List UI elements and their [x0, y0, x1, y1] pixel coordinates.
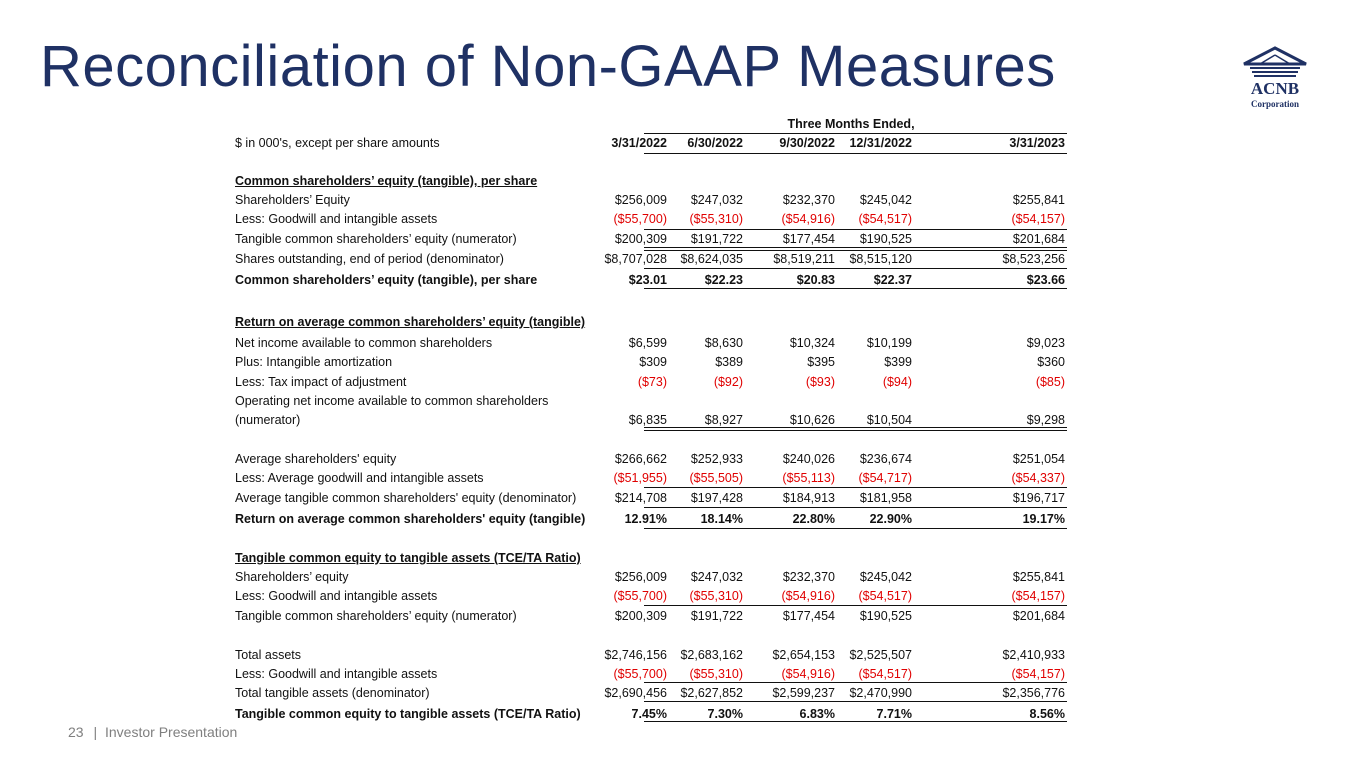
value-cell: 12.91%	[624, 512, 667, 526]
value-cell: ($55,310)	[689, 212, 743, 226]
value-cell: ($55,310)	[689, 589, 743, 603]
value-cell: $2,683,162	[680, 648, 743, 662]
table-row	[235, 607, 1067, 625]
value-cell: $197,428	[690, 491, 743, 505]
value-cell: $201,684	[1012, 232, 1065, 246]
value-cell: ($92)	[713, 375, 743, 389]
value-cell: $10,199	[866, 336, 912, 350]
value-cell: $181,958	[859, 491, 912, 505]
group-header: Three Months Ended,	[787, 117, 915, 131]
value-cell: ($55,700)	[613, 589, 667, 603]
value-cell: $8,927	[704, 413, 743, 427]
value-cell: $191,722	[690, 232, 743, 246]
value-cell: $247,032	[690, 193, 743, 207]
column-header: 3/31/2023	[1009, 136, 1065, 150]
value-cell: $256,009	[614, 570, 667, 584]
value-cell: $399	[884, 355, 912, 369]
table-row	[235, 469, 1067, 487]
table-row	[235, 568, 1067, 586]
value-cell: $2,746,156	[604, 648, 667, 662]
value-cell: $196,717	[1012, 491, 1065, 505]
logo-name: ACNB	[1250, 79, 1300, 98]
value-cell: 7.71%	[876, 707, 912, 721]
value-cell: $2,627,852	[680, 686, 743, 700]
row-label: Plus: Intangible amortization	[235, 355, 393, 369]
row-label: Less: Goodwill and intangible assets	[235, 212, 438, 226]
value-cell: ($93)	[805, 375, 835, 389]
footer-separator: |	[93, 724, 98, 740]
table-group-header-row	[235, 115, 1067, 133]
table-row	[235, 510, 1067, 528]
row-label: Average tangible common shareholders' equity (denominator)	[235, 491, 577, 505]
value-cell: $2,654,153	[772, 648, 835, 662]
value-cell: ($55,310)	[689, 667, 743, 681]
value-cell: 22.80%	[792, 512, 835, 526]
table-row	[235, 392, 1067, 410]
row-label: Less: Goodwill and intangible assets	[235, 589, 438, 603]
value-cell: 8.56%	[1029, 707, 1065, 721]
column-header-rule	[644, 153, 1067, 154]
subtotal-rule	[644, 229, 1067, 230]
value-cell: ($54,916)	[781, 212, 835, 226]
row-label: Shareholders’ Equity	[235, 193, 350, 207]
row-label: Operating net income available to common shareholders	[235, 394, 549, 408]
value-cell: ($51,955)	[613, 471, 667, 485]
value-cell: $184,913	[782, 491, 835, 505]
table-row	[235, 489, 1067, 507]
value-cell: $2,599,237	[772, 686, 835, 700]
value-cell: ($54,717)	[858, 471, 912, 485]
value-cell: $256,009	[614, 193, 667, 207]
value-cell: ($54,517)	[858, 212, 912, 226]
value-cell: ($54,157)	[1011, 667, 1065, 681]
value-cell: ($85)	[1035, 375, 1065, 389]
row-label: Common shareholders’ equity (tangible), per share	[235, 273, 538, 287]
subtotal-rule	[644, 507, 1067, 508]
column-header: 3/31/2022	[611, 136, 667, 150]
value-cell: $8,630	[704, 336, 743, 350]
value-cell: $2,356,776	[1002, 686, 1065, 700]
table-row	[235, 587, 1067, 605]
row-label: Total tangible assets (denominator)	[235, 686, 430, 700]
value-cell: $389	[715, 355, 743, 369]
value-cell: $177,454	[782, 609, 835, 623]
page-title: Reconciliation of Non-GAAP Measures	[40, 34, 1056, 99]
value-cell: 18.14%	[700, 512, 743, 526]
value-cell: $10,626	[789, 413, 835, 427]
row-label: Shares outstanding, end of period (denominator)	[235, 252, 504, 266]
row-label: Tangible common shareholders’ equity (numerator)	[235, 232, 517, 246]
value-cell: $236,674	[859, 452, 912, 466]
table-row	[235, 353, 1067, 371]
row-label: Total assets	[235, 648, 302, 662]
table-row	[235, 684, 1067, 702]
row-label: Tangible common shareholders’ equity (numerator)	[235, 609, 517, 623]
value-cell: $200,309	[614, 609, 667, 623]
row-label: Tangible common equity to tangible assets (TCE/TA Ratio)	[235, 551, 581, 565]
table-row	[235, 191, 1067, 209]
value-cell: ($55,113)	[782, 471, 835, 485]
bank-building-icon	[1240, 46, 1310, 80]
subtotal-rule	[644, 288, 1067, 289]
value-cell: $245,042	[859, 570, 912, 584]
value-cell: $200,309	[614, 232, 667, 246]
footer-text: Investor Presentation	[105, 724, 238, 740]
value-cell: $201,684	[1012, 609, 1065, 623]
subtotal-rule	[644, 268, 1067, 269]
subtotal-rule	[644, 701, 1067, 702]
value-cell: 22.90%	[869, 512, 912, 526]
table-row	[235, 271, 1067, 289]
value-cell: $2,470,990	[849, 686, 912, 700]
value-cell: ($94)	[882, 375, 912, 389]
value-cell: $2,690,456	[604, 686, 667, 700]
row-label: Return on average common shareholders' equity (tangible)	[235, 512, 586, 526]
value-cell: $214,708	[614, 491, 667, 505]
row-label: (numerator)	[235, 413, 301, 427]
value-cell: ($55,700)	[613, 212, 667, 226]
table-row	[235, 646, 1067, 664]
section-heading-row	[235, 549, 1067, 567]
value-cell: $6,835	[628, 413, 667, 427]
acnb-logo	[1240, 46, 1310, 120]
value-cell: $255,841	[1012, 570, 1065, 584]
value-cell: $232,370	[782, 570, 835, 584]
table-row	[235, 210, 1067, 228]
value-cell: $8,519,211	[773, 252, 835, 266]
value-cell: ($54,517)	[858, 667, 912, 681]
row-label: Less: Goodwill and intangible assets	[235, 667, 438, 681]
table-row	[235, 450, 1067, 468]
total-double-rule	[644, 247, 1067, 251]
section-heading-row	[235, 313, 1067, 331]
value-cell: $8,523,256	[1002, 252, 1065, 266]
value-cell: $10,504	[866, 413, 912, 427]
logo-subtitle: Corporation	[1251, 99, 1299, 109]
row-label: Return on average common shareholders’ equity (tangible)	[235, 315, 586, 329]
value-cell: $8,515,120	[849, 252, 912, 266]
value-cell: $266,662	[614, 452, 667, 466]
value-cell: $8,707,028	[604, 252, 667, 266]
value-cell: $255,841	[1012, 193, 1065, 207]
column-header: 6/30/2022	[687, 136, 743, 150]
row-label: Common shareholders’ equity (tangible), per share	[235, 174, 538, 188]
value-cell: $395	[807, 355, 835, 369]
value-cell: $177,454	[782, 232, 835, 246]
value-cell: $8,624,035	[680, 252, 743, 266]
value-cell: ($55,700)	[613, 667, 667, 681]
table-row	[235, 373, 1067, 391]
value-cell: $190,525	[859, 609, 912, 623]
table-row	[235, 250, 1067, 268]
table-row	[235, 334, 1067, 352]
total-double-rule	[644, 427, 1067, 431]
value-cell: $20.83	[796, 273, 835, 287]
subtotal-rule	[644, 605, 1067, 606]
subtotal-rule	[644, 528, 1067, 529]
value-cell: $245,042	[859, 193, 912, 207]
value-cell: 6.83%	[799, 707, 835, 721]
value-cell: $309	[639, 355, 667, 369]
row-label: Less: Tax impact of adjustment	[235, 375, 407, 389]
units-label: $ in 000's, except per share amounts	[235, 136, 440, 150]
row-label: Less: Average goodwill and intangible assets	[235, 471, 484, 485]
subtotal-rule	[644, 721, 1067, 722]
value-cell: ($54,337)	[1011, 471, 1065, 485]
value-cell: $10,324	[789, 336, 835, 350]
value-cell: $360	[1037, 355, 1065, 369]
value-cell: $232,370	[782, 193, 835, 207]
row-label: Shareholders’ equity	[235, 570, 349, 584]
value-cell: 19.17%	[1022, 512, 1065, 526]
value-cell: ($54,916)	[781, 589, 835, 603]
row-label: Tangible common equity to tangible assets (TCE/TA Ratio)	[235, 707, 581, 721]
value-cell: ($54,517)	[858, 589, 912, 603]
value-cell: $6,599	[628, 336, 667, 350]
column-header-row	[235, 134, 1067, 152]
value-cell: ($54,157)	[1011, 212, 1065, 226]
value-cell: $2,525,507	[849, 648, 912, 662]
value-cell: $22.23	[704, 273, 743, 287]
value-cell: $191,722	[690, 609, 743, 623]
value-cell: $251,054	[1012, 452, 1065, 466]
table-row	[235, 230, 1067, 248]
value-cell: ($73)	[637, 375, 667, 389]
subtotal-rule	[644, 682, 1067, 683]
value-cell: 7.30%	[707, 707, 743, 721]
value-cell: $23.01	[628, 273, 667, 287]
page-number: 23	[68, 724, 84, 740]
value-cell: $252,933	[690, 452, 743, 466]
column-header: 12/31/2022	[849, 136, 912, 150]
row-label: Average shareholders' equity	[235, 452, 397, 466]
value-cell: $22.37	[873, 273, 912, 287]
value-cell: $23.66	[1026, 273, 1065, 287]
row-label: Net income available to common shareholders	[235, 336, 493, 350]
value-cell: $9,298	[1026, 413, 1065, 427]
value-cell: $9,023	[1026, 336, 1065, 350]
value-cell: ($54,157)	[1011, 589, 1065, 603]
footer	[68, 724, 237, 740]
value-cell: ($55,505)	[689, 471, 743, 485]
value-cell: $240,026	[782, 452, 835, 466]
table-row	[235, 665, 1067, 683]
column-header: 9/30/2022	[779, 136, 835, 150]
value-cell: $247,032	[690, 570, 743, 584]
value-cell: ($54,916)	[781, 667, 835, 681]
subtotal-rule	[644, 487, 1067, 488]
value-cell: $2,410,933	[1002, 648, 1065, 662]
section-heading-row	[235, 172, 1067, 190]
value-cell: $190,525	[859, 232, 912, 246]
value-cell: 7.45%	[631, 707, 667, 721]
